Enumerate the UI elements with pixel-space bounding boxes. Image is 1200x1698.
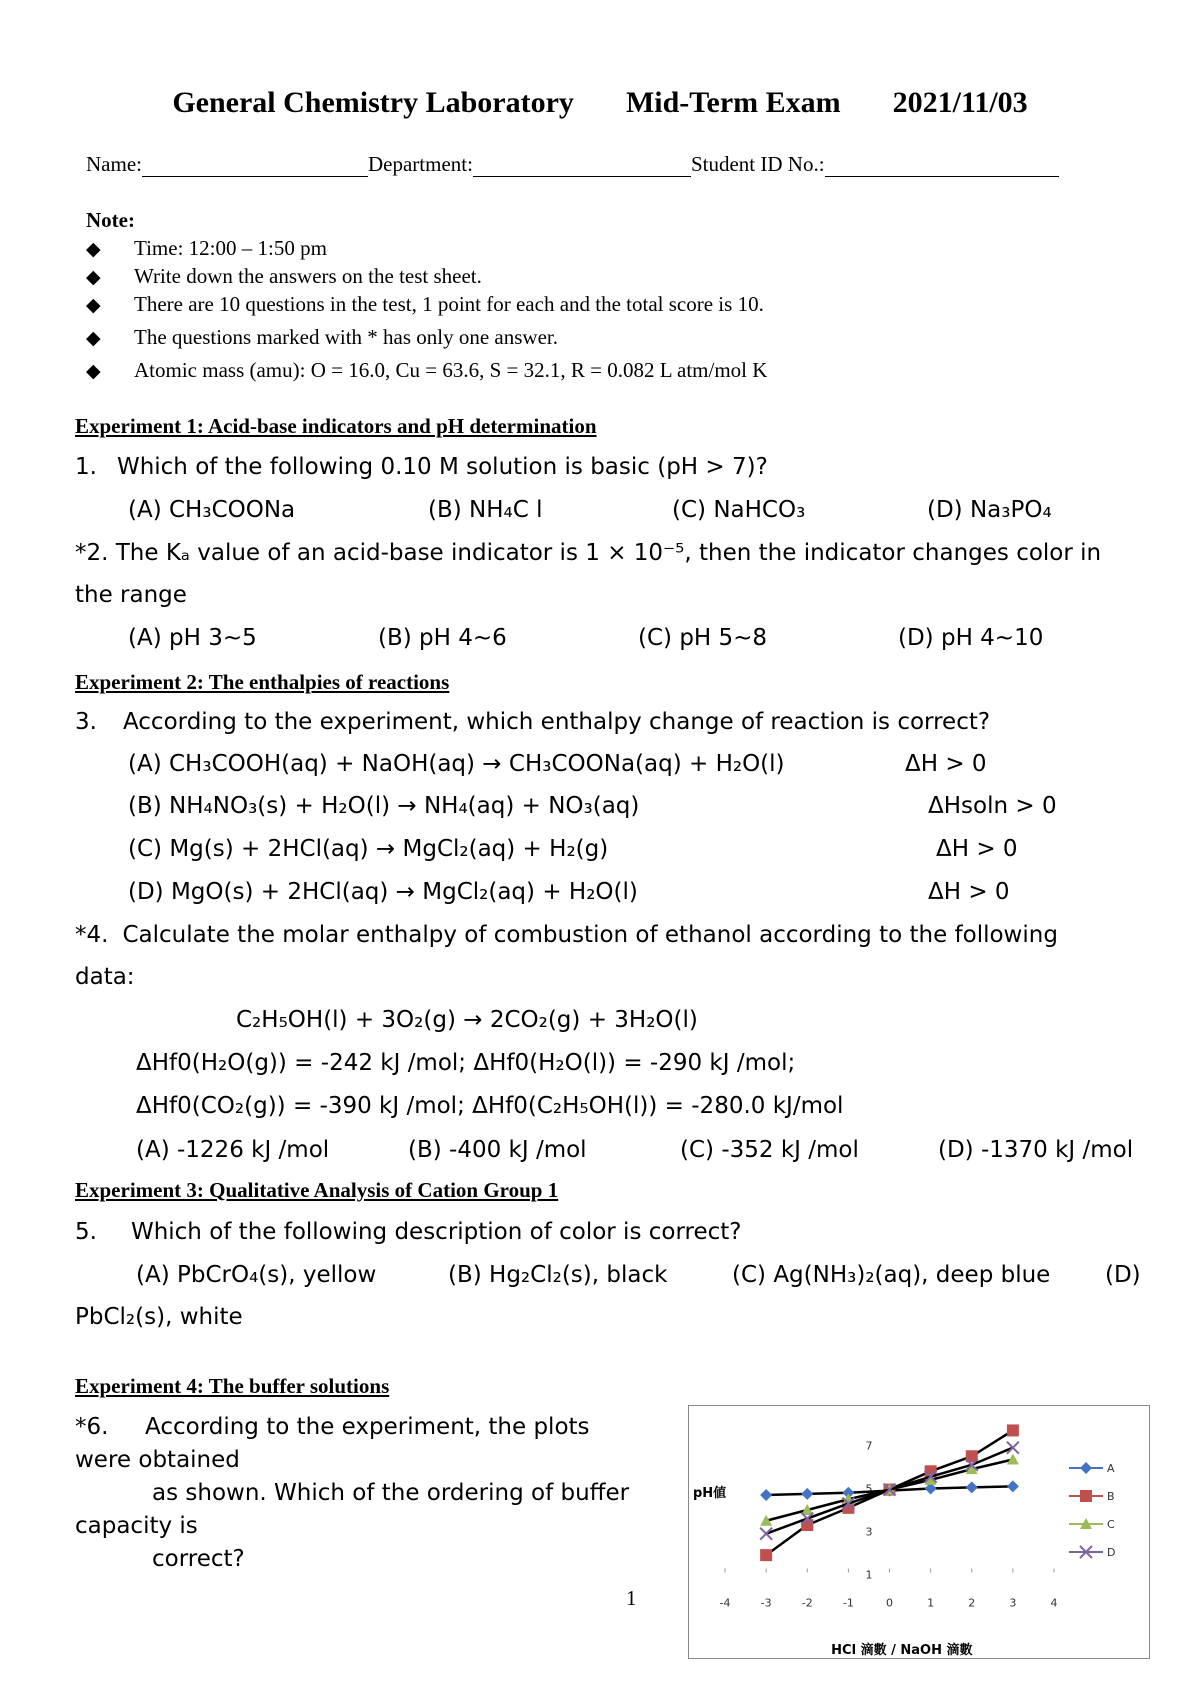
x-tick-label: 1 <box>927 1596 935 1610</box>
q3-option-a-dh: ΔH > 0 <box>905 751 987 777</box>
q1-option-b: (B) NH₄C l <box>428 497 543 523</box>
q5-option-a: (A) PbCrO₄(s), yellow <box>136 1262 377 1288</box>
y-tick-label: 5 <box>865 1482 873 1496</box>
data-point-A <box>1007 1480 1019 1492</box>
q3-option-c-dh: ΔH > 0 <box>936 836 1018 862</box>
experiment-2-heading: Experiment 2: The enthalpies of reactions <box>75 670 450 694</box>
x-tick-label: 2 <box>968 1596 976 1610</box>
q1-option-c: (C) NaHCO₃ <box>672 497 806 523</box>
q1-option-d: (D) Na₃PO₄ <box>927 497 1052 523</box>
experiment-1-heading: Experiment 1: Acid-base indicators and pH determination <box>75 414 597 438</box>
department-label: Department: <box>367 152 473 176</box>
x-tick-label: -2 <box>801 1596 813 1610</box>
note-item: ◆ Atomic mass (amu): O = 16.0, Cu = 63.6, S = 32.1, R = 0.082 L atm/mol K <box>86 358 768 382</box>
exam-title <box>0 86 1200 120</box>
legend-label-D: D <box>1107 1546 1116 1559</box>
note-item: ◆ Time: 12:00 – 1:50 pm <box>86 236 327 260</box>
q4-data-line1: ΔHf0(H₂O(g)) = -242 kJ /mol; ΔHf0(H₂O(l)) = -290 kJ /mol; <box>136 1050 796 1076</box>
page-number: 1 <box>626 1586 637 1610</box>
q3-option-c: (C) Mg(s) + 2HCl(aq) → MgCl₂(aq) + H₂(g) <box>128 836 609 862</box>
y-tick-label: 3 <box>865 1525 873 1539</box>
y-tick-label: 1 <box>865 1568 873 1582</box>
data-point-C <box>1007 1453 1019 1464</box>
data-point-A <box>966 1481 978 1493</box>
q2-option-c: (C) pH 5~8 <box>638 625 768 651</box>
question-6-line3: as shown. Which of the ordering of buffer <box>152 1480 630 1506</box>
note-item: ◆ Write down the answers on the test sheet. <box>86 264 482 288</box>
question-6: *6. According to the experiment, the plots <box>75 1414 590 1440</box>
x-tick-label: 3 <box>1009 1596 1017 1610</box>
buffer-ph-chart <box>688 1405 1150 1659</box>
data-point-D <box>1007 1442 1019 1454</box>
data-point-D <box>760 1528 772 1540</box>
department-field[interactable] <box>473 154 691 177</box>
name-label: Name: <box>86 152 142 176</box>
note-item: ◆ There are 10 questions in the test, 1 point for each and the total score is 10. <box>86 292 764 316</box>
data-point-B <box>1007 1424 1019 1436</box>
data-point-A <box>760 1489 772 1501</box>
diamond-bullet-icon: ◆ <box>86 295 101 316</box>
x-tick-label: -3 <box>760 1596 772 1610</box>
course-title: General Chemistry Laboratory <box>172 86 574 119</box>
diamond-bullet-icon: ◆ <box>86 239 101 260</box>
student-id-label: Student ID No.: <box>690 152 825 176</box>
q1-option-a: (A) CH₃COONa <box>128 497 296 523</box>
q2-option-d: (D) pH 4~10 <box>898 625 1044 651</box>
question-3: 3. According to the experiment, which enthalpy change of reaction is correct? <box>75 709 991 735</box>
name-field[interactable] <box>142 154 368 177</box>
x-tick-label: 0 <box>886 1596 893 1610</box>
x-tick-label: 4 <box>1050 1596 1058 1610</box>
question-6-line5: correct? <box>152 1546 245 1572</box>
q2-option-b: (B) pH 4~6 <box>378 625 507 651</box>
legend-label-B: B <box>1107 1490 1115 1503</box>
q3-option-b-dh: ΔHsoln > 0 <box>928 793 1057 819</box>
student-id-field[interactable] <box>825 154 1059 177</box>
question-4: *4. Calculate the molar enthalpy of combustion of ethanol according to the following <box>75 922 1058 948</box>
x-axis-label: HCl 滴數 / NaOH 滴數 <box>831 1643 973 1658</box>
q5-option-b: (B) Hg₂Cl₂(s), black <box>448 1262 668 1288</box>
q2-option-a: (A) pH 3~5 <box>128 625 257 651</box>
diamond-bullet-icon: ◆ <box>86 267 101 288</box>
q5-option-d-label: (D) <box>1105 1262 1141 1288</box>
q3-option-a: (A) CH₃COOH(aq) + NaOH(aq) → CH₃COONa(aq) + H₂O(l) <box>128 751 785 777</box>
note-item: ◆ The questions marked with * has only one answer. <box>86 325 558 349</box>
question-2: *2. The Kₐ value of an acid-base indicator is 1 × 10⁻⁵, then the indicator changes color in <box>75 540 1102 566</box>
q4-equation: C₂H₅OH(l) + 3O₂(g) → 2CO₂(g) + 3H₂O(l) <box>236 1007 698 1033</box>
experiment-3-heading: Experiment 3: Qualitative Analysis of Cation Group 1 <box>75 1178 559 1202</box>
diamond-bullet-icon: ◆ <box>86 328 101 349</box>
experiment-4-heading: Experiment 4: The buffer solutions <box>75 1374 390 1398</box>
note-heading: Note: <box>86 208 135 232</box>
data-point-A <box>801 1488 813 1500</box>
q4-option-a: (A) -1226 kJ /mol <box>136 1137 330 1163</box>
diamond-bullet-icon: ◆ <box>86 361 101 382</box>
question-1: 1. Which of the following 0.10 M solution is basic (pH > 7)? <box>75 454 768 480</box>
student-info-line <box>86 152 1059 177</box>
question-2-cont: the range <box>75 582 187 608</box>
exam-date: 2021/11/03 <box>892 86 1028 119</box>
legend-marker-A <box>1080 1462 1092 1474</box>
question-4-cont: data: <box>75 964 135 990</box>
question-6-line2: were obtained <box>75 1447 240 1473</box>
x-tick-label: -4 <box>719 1596 731 1610</box>
q4-data-line2: ΔHf0(CO₂(g)) = -390 kJ /mol; ΔHf0(C₂H₅OH(l)) = -280.0 kJ/mol <box>136 1093 844 1119</box>
data-point-B <box>760 1549 772 1561</box>
q4-option-d: (D) -1370 kJ /mol <box>938 1137 1134 1163</box>
chart-svg <box>689 1406 1149 1658</box>
q4-option-b: (B) -400 kJ /mol <box>408 1137 587 1163</box>
x-tick-label: -1 <box>842 1596 854 1610</box>
y-axis-label: pH値 <box>693 1486 727 1502</box>
exam-name: Mid-Term Exam <box>625 86 841 119</box>
legend-marker-B <box>1080 1490 1092 1502</box>
q4-option-c: (C) -352 kJ /mol <box>680 1137 859 1163</box>
legend-label-A: A <box>1107 1462 1115 1475</box>
question-5: 5. Which of the following description of color is correct? <box>75 1219 742 1245</box>
q3-option-d-dh: ΔH > 0 <box>928 879 1010 905</box>
question-6-line4: capacity is <box>75 1513 198 1539</box>
q5-option-d: PbCl₂(s), white <box>75 1304 243 1330</box>
legend-label-C: C <box>1107 1518 1115 1531</box>
y-tick-label: 7 <box>865 1439 873 1453</box>
q3-option-d: (D) MgO(s) + 2HCl(aq) → MgCl₂(aq) + H₂O(l) <box>128 879 638 905</box>
q5-option-c: (C) Ag(NH₃)₂(aq), deep blue <box>732 1262 1051 1288</box>
q3-option-b: (B) NH₄NO₃(s) + H₂O(l) → NH₄(aq) + NO₃(aq) <box>128 793 640 819</box>
